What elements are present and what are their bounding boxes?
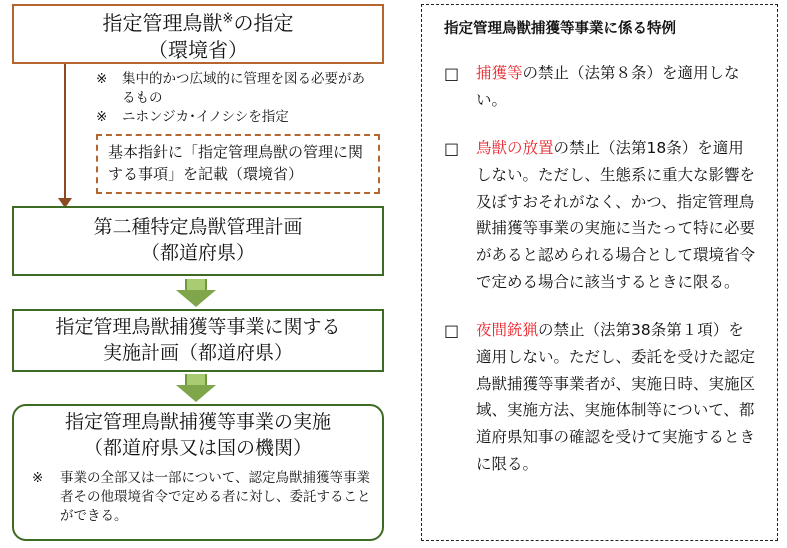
designation-subtitle: （環境省）: [148, 38, 248, 62]
management-plan-box: 第二種特定鳥獣管理計画 （都道府県）: [12, 206, 384, 276]
implementation-box: 指定管理鳥獣捕獲等事業の実施 （都道府県又は国の機関） ※ 事業の全部又は一部について、認定鳥獣捕獲等事業者その他環境省令で定める者に対し、委託することができる。: [12, 404, 384, 541]
delegation-note: ※ 事業の全部又は一部について、認定鳥獣捕獲等事業者その他環境省令で定める者に対し、委託することができる。: [32, 470, 371, 525]
basic-policy-box: 基本指針に「指定管理鳥獣の管理に関する事項」を記載（環境省）: [96, 134, 380, 194]
provision-item: □ 鳥獣の放置の禁止（法第18条）を適用しない。ただし、生態系に重大な影響を及ぼすおそれがなく、かつ、指定管理鳥獣捕獲等事業の実施に当たって特に必要があると認められる場合として環境省令で定める場合に該当するときに限る。: [444, 135, 759, 295]
note-item: ※ 集中的かつ広域的に管理を図る必要があるもの: [96, 71, 365, 106]
panel-title: 指定管理鳥獣捕獲等事業に係る特例: [444, 21, 676, 37]
down-arrow: [176, 374, 216, 402]
provision-item: □ 夜間銃猟の禁止（法第38条第１項）を適用しない。ただし、委託を受けた認定鳥獣捕獲等事業者が、実施日時、実施区域、実施方法、実施体制等について、都道府県知事の確認を受けて実施するときに限る。: [444, 317, 759, 477]
designation-box: [12, 4, 384, 64]
checkbox-icon: □: [444, 139, 460, 159]
connector-line: [64, 64, 66, 204]
checkbox-icon: □: [444, 64, 460, 83]
special-provisions-panel: [421, 4, 778, 541]
designation-title: 指定管理鳥獣※の指定: [102, 11, 294, 35]
designation-notes: [96, 70, 376, 127]
note-item: ※ ニホンジカ･イノシシを指定: [96, 108, 289, 125]
implementation-plan-box: 指定管理鳥獣捕獲等事業に関する 実施計画（都道府県）: [12, 309, 384, 372]
down-arrow: [176, 279, 216, 307]
checkbox-icon: □: [444, 321, 460, 341]
provision-item: □ 捕獲等の禁止（法第８条）を適用しない。: [444, 60, 759, 113]
